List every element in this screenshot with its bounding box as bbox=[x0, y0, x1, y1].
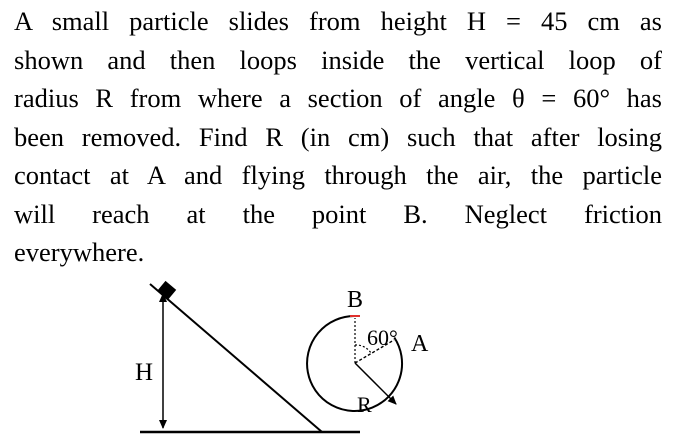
problem-line-3: radius R from where a section of angle θ = 60° has bbox=[14, 83, 662, 113]
point-a-label: A bbox=[411, 331, 429, 357]
height-label: H bbox=[135, 359, 154, 386]
problem-line-4: been removed. Find R (in cm) such that after losing bbox=[14, 121, 662, 152]
problem-line-1: A small particle slides from height H = 45 cm as bbox=[14, 6, 662, 36]
incline-ramp bbox=[150, 284, 322, 432]
point-b-label: B bbox=[347, 287, 364, 313]
radius-label: R bbox=[357, 392, 372, 417]
loop-diagram bbox=[0, 270, 675, 443]
problem-line-5: contact at A and flying through the air, the particle bbox=[14, 160, 662, 190]
problem-line-7: everywhere. bbox=[14, 237, 145, 267]
problem-line-6: will reach at the point B. Neglect friction bbox=[14, 198, 662, 229]
problem-statement bbox=[14, 2, 662, 272]
problem-line-2: shown and then loops inside the vertical loop of bbox=[14, 44, 662, 75]
angle-label: 60° bbox=[367, 325, 398, 350]
particle-block bbox=[158, 281, 176, 299]
